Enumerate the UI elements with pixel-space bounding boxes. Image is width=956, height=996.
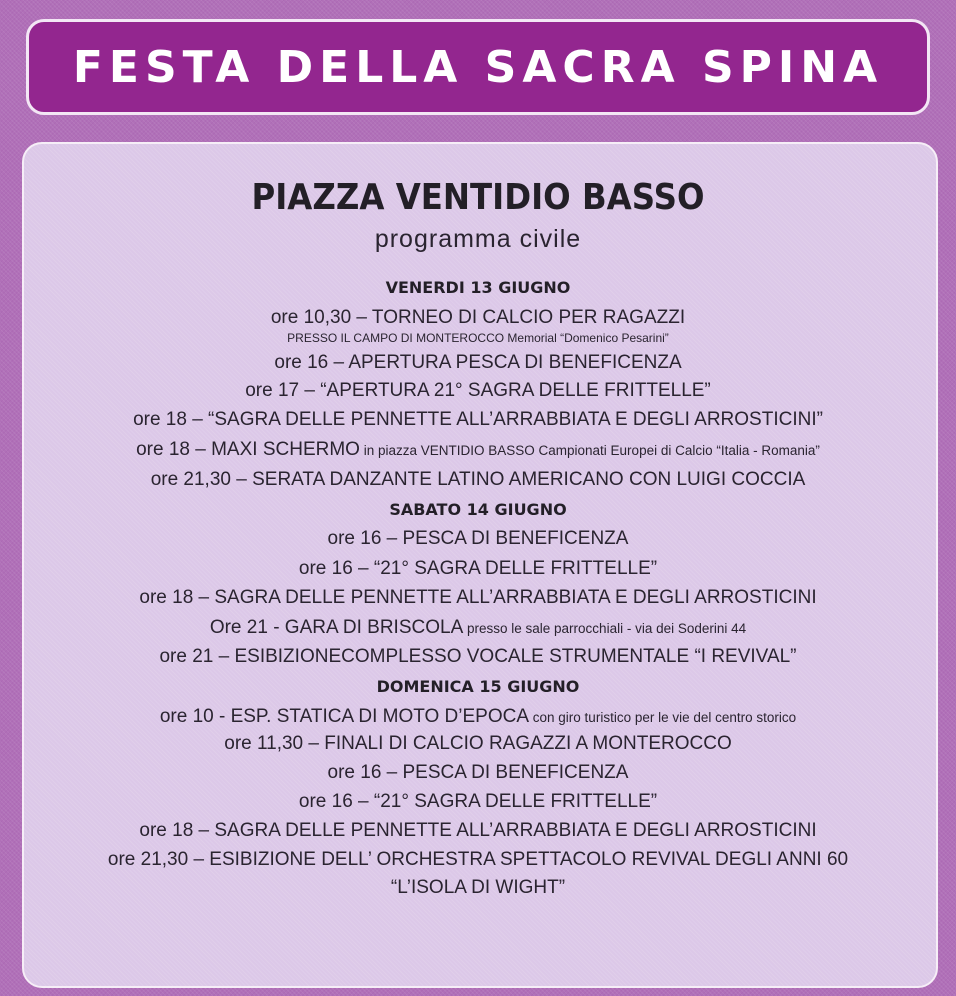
event-main-text: Ore 21 - GARA DI BRISCOLA xyxy=(209,617,464,638)
event-line: ore 17 – “APERTURA 21° SAGRA DELLE FRITTELLE” xyxy=(245,380,711,401)
event-line: ore 18 – “SAGRA DELLE PENNETTE ALL’ARRABBIATA E DEGLI ARROSTICINI” xyxy=(133,409,823,430)
event-line: ore 21,30 – ESIBIZIONE DELL’ ORCHESTRA SPETTACOLO REVIVAL DEGLI ANNI 60 xyxy=(107,849,849,870)
day-heading-friday: VENERDI 13 GIUGNO xyxy=(385,278,571,297)
event-note: PRESSO IL CAMPO DI MONTEROCCO Memorial “Domenico Pesarini” xyxy=(287,331,669,345)
event-line: ore 10,30 – TORNEO DI CALCIO PER RAGAZZI xyxy=(270,307,686,328)
event-main-text: ore 18 – MAXI SCHERMO xyxy=(136,439,360,460)
festival-title: FESTA DELLA SACRA SPINA xyxy=(72,41,884,93)
event-detail-text: presso le sale parrocchiali - via dei Soderini 44 xyxy=(463,621,747,636)
event-line: ore 21 – ESIBIZIONECOMPLESSO VOCALE STRUMENTALE “I REVIVAL” xyxy=(159,646,797,667)
event-line: ore 18 – SAGRA DELLE PENNETTE ALL’ARRABBIATA E DEGLI ARROSTICINI xyxy=(139,820,817,841)
event-main-text: ore 10 - ESP. STATICA DI MOTO D’EPOCA xyxy=(159,706,530,727)
venue-title: PIAZZA VENTIDIO BASSO xyxy=(251,177,705,218)
event-line: ore 16 – APERTURA PESCA DI BENEFICENZA xyxy=(274,352,682,373)
event-line xyxy=(0,616,956,641)
event-line: ore 18 – SAGRA DELLE PENNETTE ALL’ARRABBIATA E DEGLI ARROSTICINI xyxy=(139,587,817,608)
day-heading-saturday: SABATO 14 GIUGNO xyxy=(389,500,567,519)
day-heading-sunday: DOMENICA 15 GIUGNO xyxy=(376,677,580,696)
event-detail-text: in piazza VENTIDIO BASSO Campionati Europei di Calcio “Italia - Romania” xyxy=(359,443,820,458)
event-line: ore 16 – PESCA DI BENEFICENZA xyxy=(327,528,629,549)
title-banner xyxy=(26,19,930,115)
event-line: ore 21,30 – SERATA DANZANTE LATINO AMERICANO CON LUIGI COCCIA xyxy=(150,469,806,490)
event-detail-text: con giro turistico per le vie del centro storico xyxy=(529,710,797,725)
event-line xyxy=(0,705,956,730)
program-subtitle: programma civile xyxy=(374,225,582,253)
event-line xyxy=(0,438,956,463)
event-line: ore 11,30 – FINALI DI CALCIO RAGAZZI A MONTEROCCO xyxy=(224,733,732,754)
event-line: ore 16 – PESCA DI BENEFICENZA xyxy=(327,762,629,783)
event-line: ore 16 – “21° SAGRA DELLE FRITTELLE” xyxy=(298,791,658,812)
event-line: ore 16 – “21° SAGRA DELLE FRITTELLE” xyxy=(298,558,658,579)
event-line: “L’ISOLA DI WIGHT” xyxy=(390,877,566,898)
